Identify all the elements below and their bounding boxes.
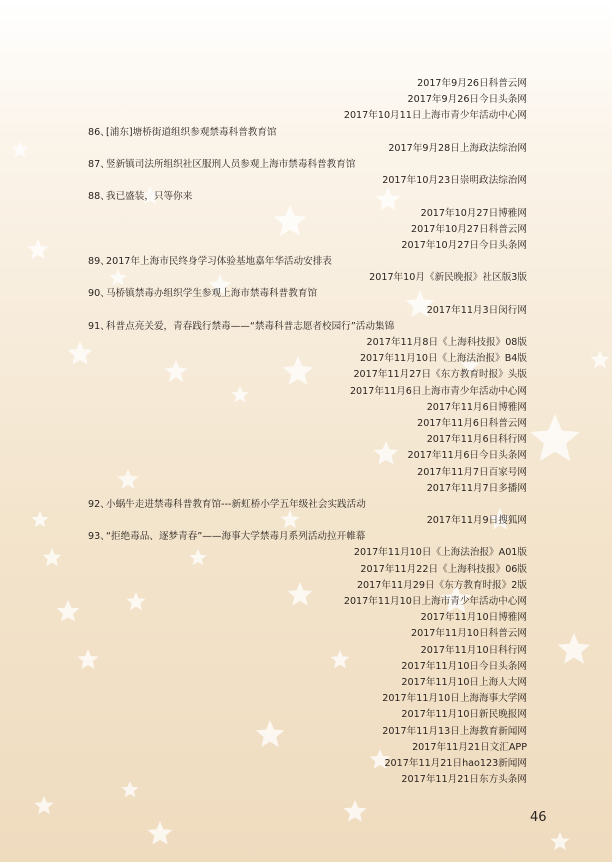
article-item xyxy=(0,529,612,545)
item-number: 93、 xyxy=(88,531,110,543)
source-line: 2017年11月10日《上海法治报》B4版 xyxy=(359,353,527,365)
article-item xyxy=(0,254,612,270)
source-line: 2017年9月28日上海政法综治网 xyxy=(388,142,527,154)
article-item xyxy=(0,286,612,302)
source-line: 2017年11月9日搜狐网 xyxy=(426,515,527,527)
source-line: 2017年10月23日崇明政法综治网 xyxy=(382,175,527,187)
source-line: 2017年11月10日上海海事大学网 xyxy=(382,693,527,705)
source-line: 2017年11月10日博雅网 xyxy=(420,612,527,624)
item-title: 小蜗牛走进禁毒科普教育馆---新虹桥小学五年级社会实践活动 xyxy=(106,498,366,510)
media-coverage-list xyxy=(0,76,612,788)
item-title: 科普点亮关爱，青春践行禁毒——“禁毒科普志愿者校园行”活动集锦 xyxy=(106,320,395,332)
source-line: 2017年11月10日科行网 xyxy=(420,644,527,656)
article-item xyxy=(0,319,612,335)
source-line: 2017年11月21日hao123新闻网 xyxy=(384,757,527,769)
item-number: 87、 xyxy=(88,158,110,170)
source-line: 2017年11月7日多播网 xyxy=(426,482,527,494)
item-number: 92、 xyxy=(88,498,110,510)
source-line: 2017年11月6日今日头条网 xyxy=(407,450,527,462)
item-title: 2017年上海市民终身学习体验基地嘉年华活动安排表 xyxy=(106,256,332,268)
article-item xyxy=(0,157,612,173)
item-number: 88、 xyxy=(88,191,110,203)
source-line: 2017年11月6日上海市青少年活动中心网 xyxy=(349,385,527,397)
source-line: 2017年11月10日今日头条网 xyxy=(401,660,527,672)
article-item xyxy=(0,125,612,141)
item-title: [浦东]塘桥街道组织参观禁毒科普教育馆 xyxy=(106,126,277,138)
source-line: 2017年10月27日科普云网 xyxy=(411,223,527,235)
source-line: 2017年10月27日博雅网 xyxy=(420,207,527,219)
source-line: 2017年10月27日今日头条网 xyxy=(401,239,527,251)
item-number: 89、 xyxy=(88,256,110,268)
item-number: 86、 xyxy=(88,126,110,138)
source-line: 2017年11月10日新民晚报网 xyxy=(401,709,527,721)
source-line: 2017年11月10日《上海法治报》A01版 xyxy=(353,547,527,559)
source-line: 2017年11月29日《东方教育时报》2版 xyxy=(356,579,527,591)
star-icon xyxy=(551,832,570,850)
star-icon xyxy=(344,800,367,822)
article-item xyxy=(0,189,612,205)
article-item xyxy=(0,497,612,513)
source-line: 2017年11月6日科行网 xyxy=(426,434,527,446)
source-line: 2017年10月《新民晚报》社区版3版 xyxy=(369,272,527,284)
source-line: 2017年11月10日科普云网 xyxy=(411,628,527,640)
item-number: 90、 xyxy=(88,288,110,300)
source-line: 2017年11月21日文汇APP xyxy=(412,741,527,753)
page-number: 46 xyxy=(530,810,547,825)
source-line: 2017年11月10日上海市青少年活动中心网 xyxy=(343,596,527,607)
source-line: 2017年11月10日上海人大网 xyxy=(401,676,527,688)
item-title: 我已盛装，只等你来 xyxy=(106,191,193,203)
star-icon xyxy=(148,821,173,845)
source-line: 2017年11月13日上海教育新闻网 xyxy=(382,725,527,737)
item-title: 竖新镇司法所组织社区服刑人员参观上海市禁毒科普教育馆 xyxy=(106,158,356,170)
source-line: 2017年11月7日百家号网 xyxy=(417,466,527,478)
item-number: 91、 xyxy=(88,320,110,332)
source-line: 2017年11月8日《上海科技报》08版 xyxy=(366,337,527,348)
source-line: 2017年11月6日博雅网 xyxy=(426,401,527,413)
item-title: 马桥镇禁毒办组织学生参观上海市禁毒科普教育馆 xyxy=(106,288,318,300)
source-line: 2017年9月26日今日头条网 xyxy=(407,94,527,106)
source-line: 2017年11月21日东方头条网 xyxy=(401,774,527,786)
item-title: “拒绝毒品、逐梦青春”——海事大学禁毒月系列活动拉开帷幕 xyxy=(106,531,366,543)
source-line: 2017年10月11日上海市青少年活动中心网 xyxy=(343,110,527,122)
source-line: 2017年11月3日闵行网 xyxy=(426,304,527,316)
source-line: 2017年9月26日科普云网 xyxy=(417,78,527,89)
source-line: 2017年11月6日科普云网 xyxy=(417,417,527,429)
source-line: 2017年11月27日《东方教育时报》头版 xyxy=(353,369,527,381)
source-line: 2017年11月22日《上海科技报》06版 xyxy=(360,563,527,575)
star-icon xyxy=(35,796,54,814)
